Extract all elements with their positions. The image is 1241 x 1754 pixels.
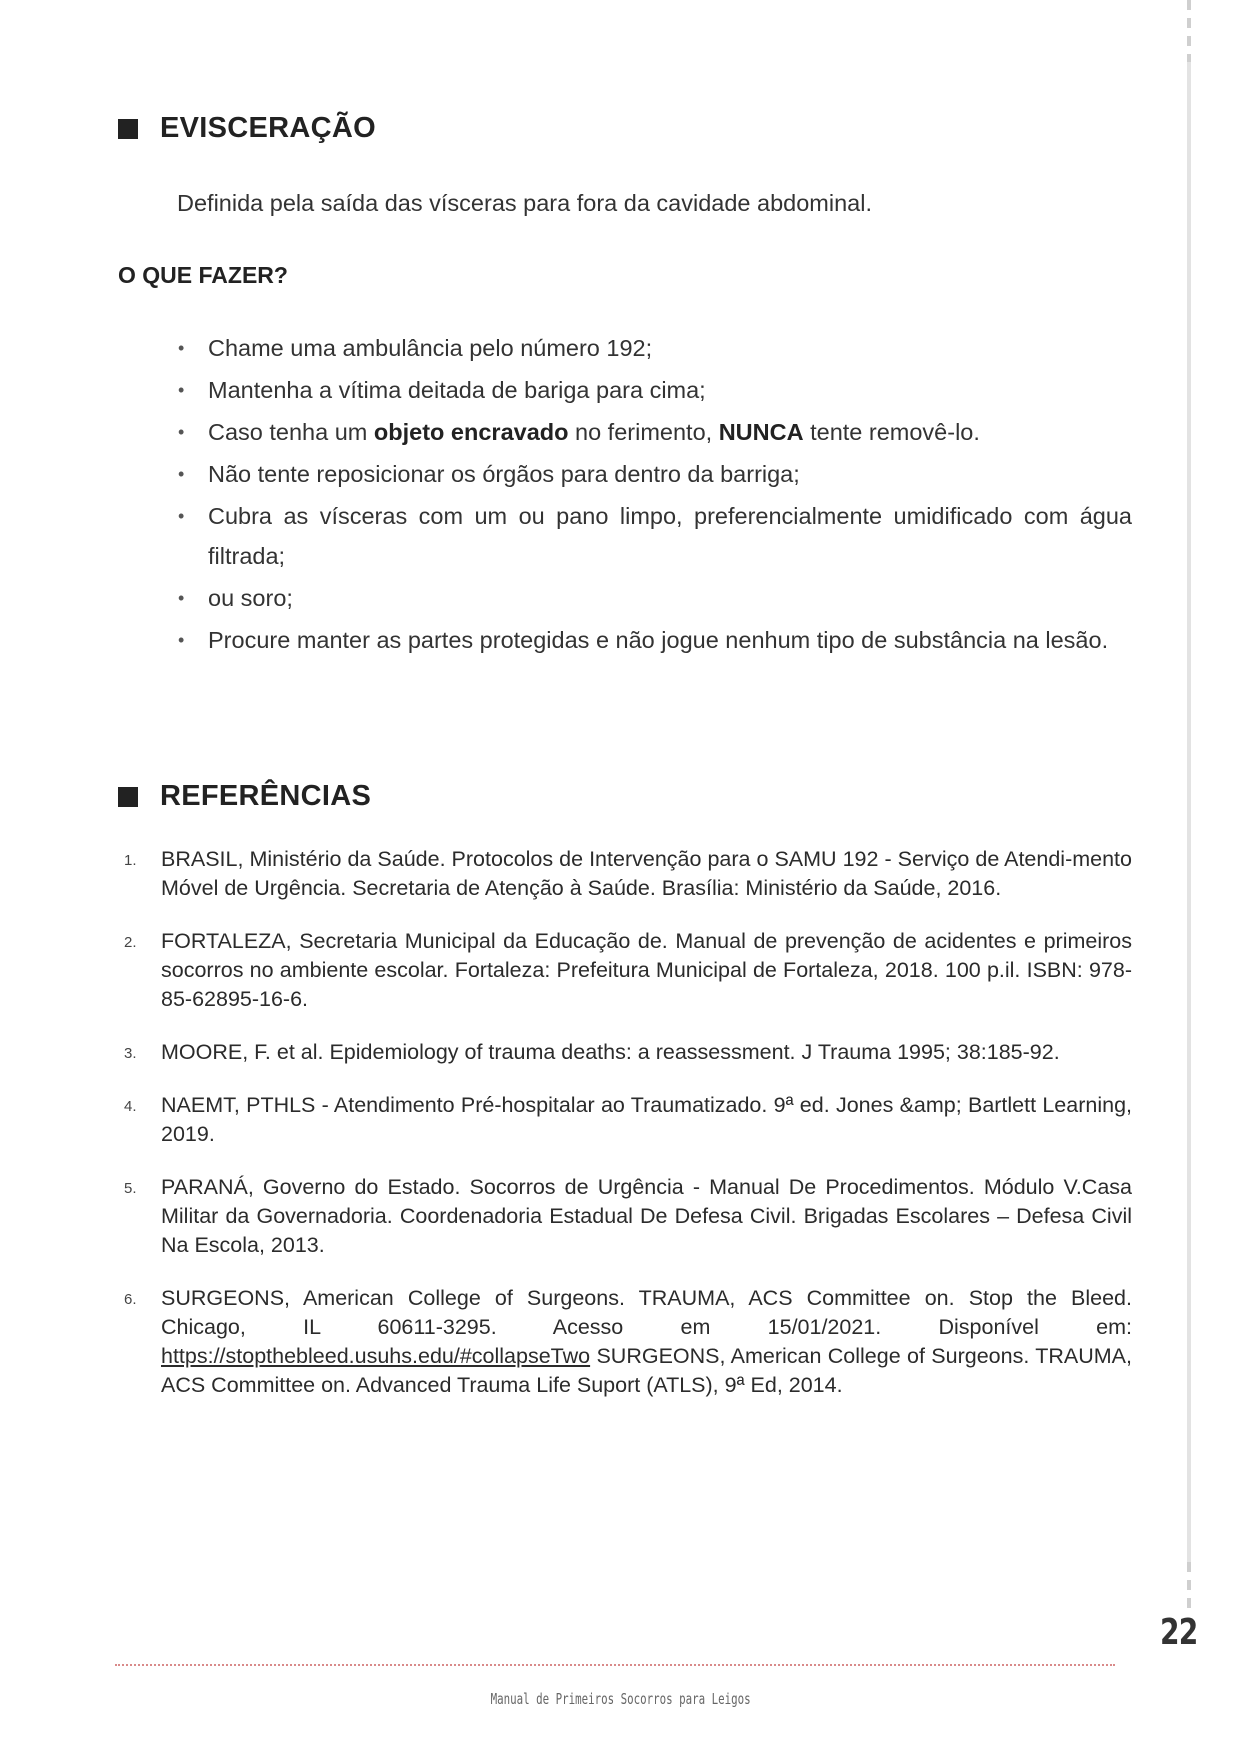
square-bullet-icon — [118, 119, 138, 139]
section-title: EVISCERAÇÃO — [160, 112, 376, 144]
square-bullet-icon — [118, 787, 138, 807]
footer-title: Manual de Primeiros Socorros para Leigos — [490, 1690, 751, 1708]
reference-number: 4. — [124, 1098, 137, 1115]
list-item: • Caso tenha um objeto encravado no ferimento, NUNCA tente removê-lo. — [172, 412, 1132, 452]
bullet-dot-icon: • — [178, 464, 185, 484]
section-heading-evisceracao — [118, 112, 376, 145]
list-item: • Procure manter as partes protegidas e não jogue nenhum tipo de substância na lesão. — [172, 620, 1132, 660]
reference-item: 2. FORTALEZA, Secretaria Municipal da Educação de. Manual de prevenção de acidentes e primeiros socorros no ambiente escolar. Fortaleza: Prefeitura Municipal de Fortaleza, 2018. 100 p.il. ISBN: 978-85-62895-16-6. — [124, 929, 1132, 1011]
instructions-list — [172, 328, 1132, 662]
bold-text: objeto encravado — [373, 419, 569, 445]
bullet-dot-icon: • — [178, 380, 185, 400]
footer-divider — [115, 1664, 1115, 1666]
list-item: • Não tente reposicionar os órgãos para dentro da barriga; — [172, 454, 1132, 494]
reference-number: 1. — [124, 852, 137, 869]
intro-paragraph: Definida pela saída das vísceras para fora da cavidade abdominal. — [177, 190, 872, 216]
references-list — [120, 845, 1132, 1424]
reference-number: 2. — [124, 934, 137, 951]
list-item: • Mantenha a vítima deitada de bariga para cima; — [172, 370, 1132, 410]
reference-item: 3. MOORE, F. et al. Epidemiology of trauma deaths: a reassessment. J Trauma 1995; 38:185-92. — [120, 1038, 1132, 1067]
reference-item: 6. SURGEONS, American College of Surgeons. TRAUMA, ACS Committee on. Stop the Bleed. Chicago, IL 60611-3295. Acesso em 15/01/2021. Disponível em: https://stopthebleed.usuhs.edu/#collapseTwo SURGEONS, American College of Surgeons. TRAUMA, ACS Committee on. Advanced Trauma Life Suport (ATLS), 9ª Ed, 2014. — [124, 1286, 1132, 1397]
reference-item: 5. PARANÁ, Governo do Estado. Socorros de Urgência - Manual De Procedimentos. Módulo V.Casa Militar da Governadoria. Coordenadoria Estadual De Defesa Civil. Brigadas Escolares – Defesa Civil Na Escola, 2013. — [124, 1175, 1132, 1257]
reference-item: 1. BRASIL, Ministério da Saúde. Protocolos de Intervenção para o SAMU 192 - Serviço de Atendi-mento Móvel de Urgência. Secretaria de Atenção à Saúde. Brasília: Ministério da Saúde, 2016. — [124, 847, 1132, 900]
margin-rule — [1187, 62, 1191, 1562]
bullet-dot-icon: • — [178, 506, 185, 526]
list-item: • ou soro; — [172, 578, 1132, 618]
list-item: • Cubra as vísceras com um ou pano limpo, preferencialmente umidificado com água filtrada; — [172, 496, 1132, 576]
list-item: • Chame uma ambulância pelo número 192; — [172, 328, 1132, 368]
margin-rule-dashed-bottom — [1187, 1562, 1191, 1608]
section-title: REFERÊNCIAS — [160, 780, 372, 812]
reference-number: 6. — [124, 1291, 137, 1308]
reference-link[interactable]: https://stopthebleed.usuhs.edu/#collapseTwo — [161, 1344, 591, 1368]
margin-rule-dashed-top — [1187, 0, 1191, 62]
reference-item: 4. NAEMT, PTHLS - Atendimento Pré-hospitalar ao Traumatizado. 9ª ed. Jones &amp; Bartlett Learning, 2019. — [124, 1093, 1132, 1146]
page-number: 22 — [1160, 1612, 1198, 1653]
section-heading-referencias — [118, 780, 371, 813]
bullet-dot-icon: • — [178, 630, 185, 650]
bold-text: NUNCA — [718, 419, 804, 445]
bullet-dot-icon: • — [178, 338, 185, 358]
bullet-dot-icon: • — [178, 588, 185, 608]
what-to-do-heading: O QUE FAZER? — [118, 262, 288, 288]
bullet-dot-icon: • — [178, 422, 185, 442]
reference-number: 3. — [124, 1045, 137, 1062]
reference-number: 5. — [124, 1180, 137, 1197]
